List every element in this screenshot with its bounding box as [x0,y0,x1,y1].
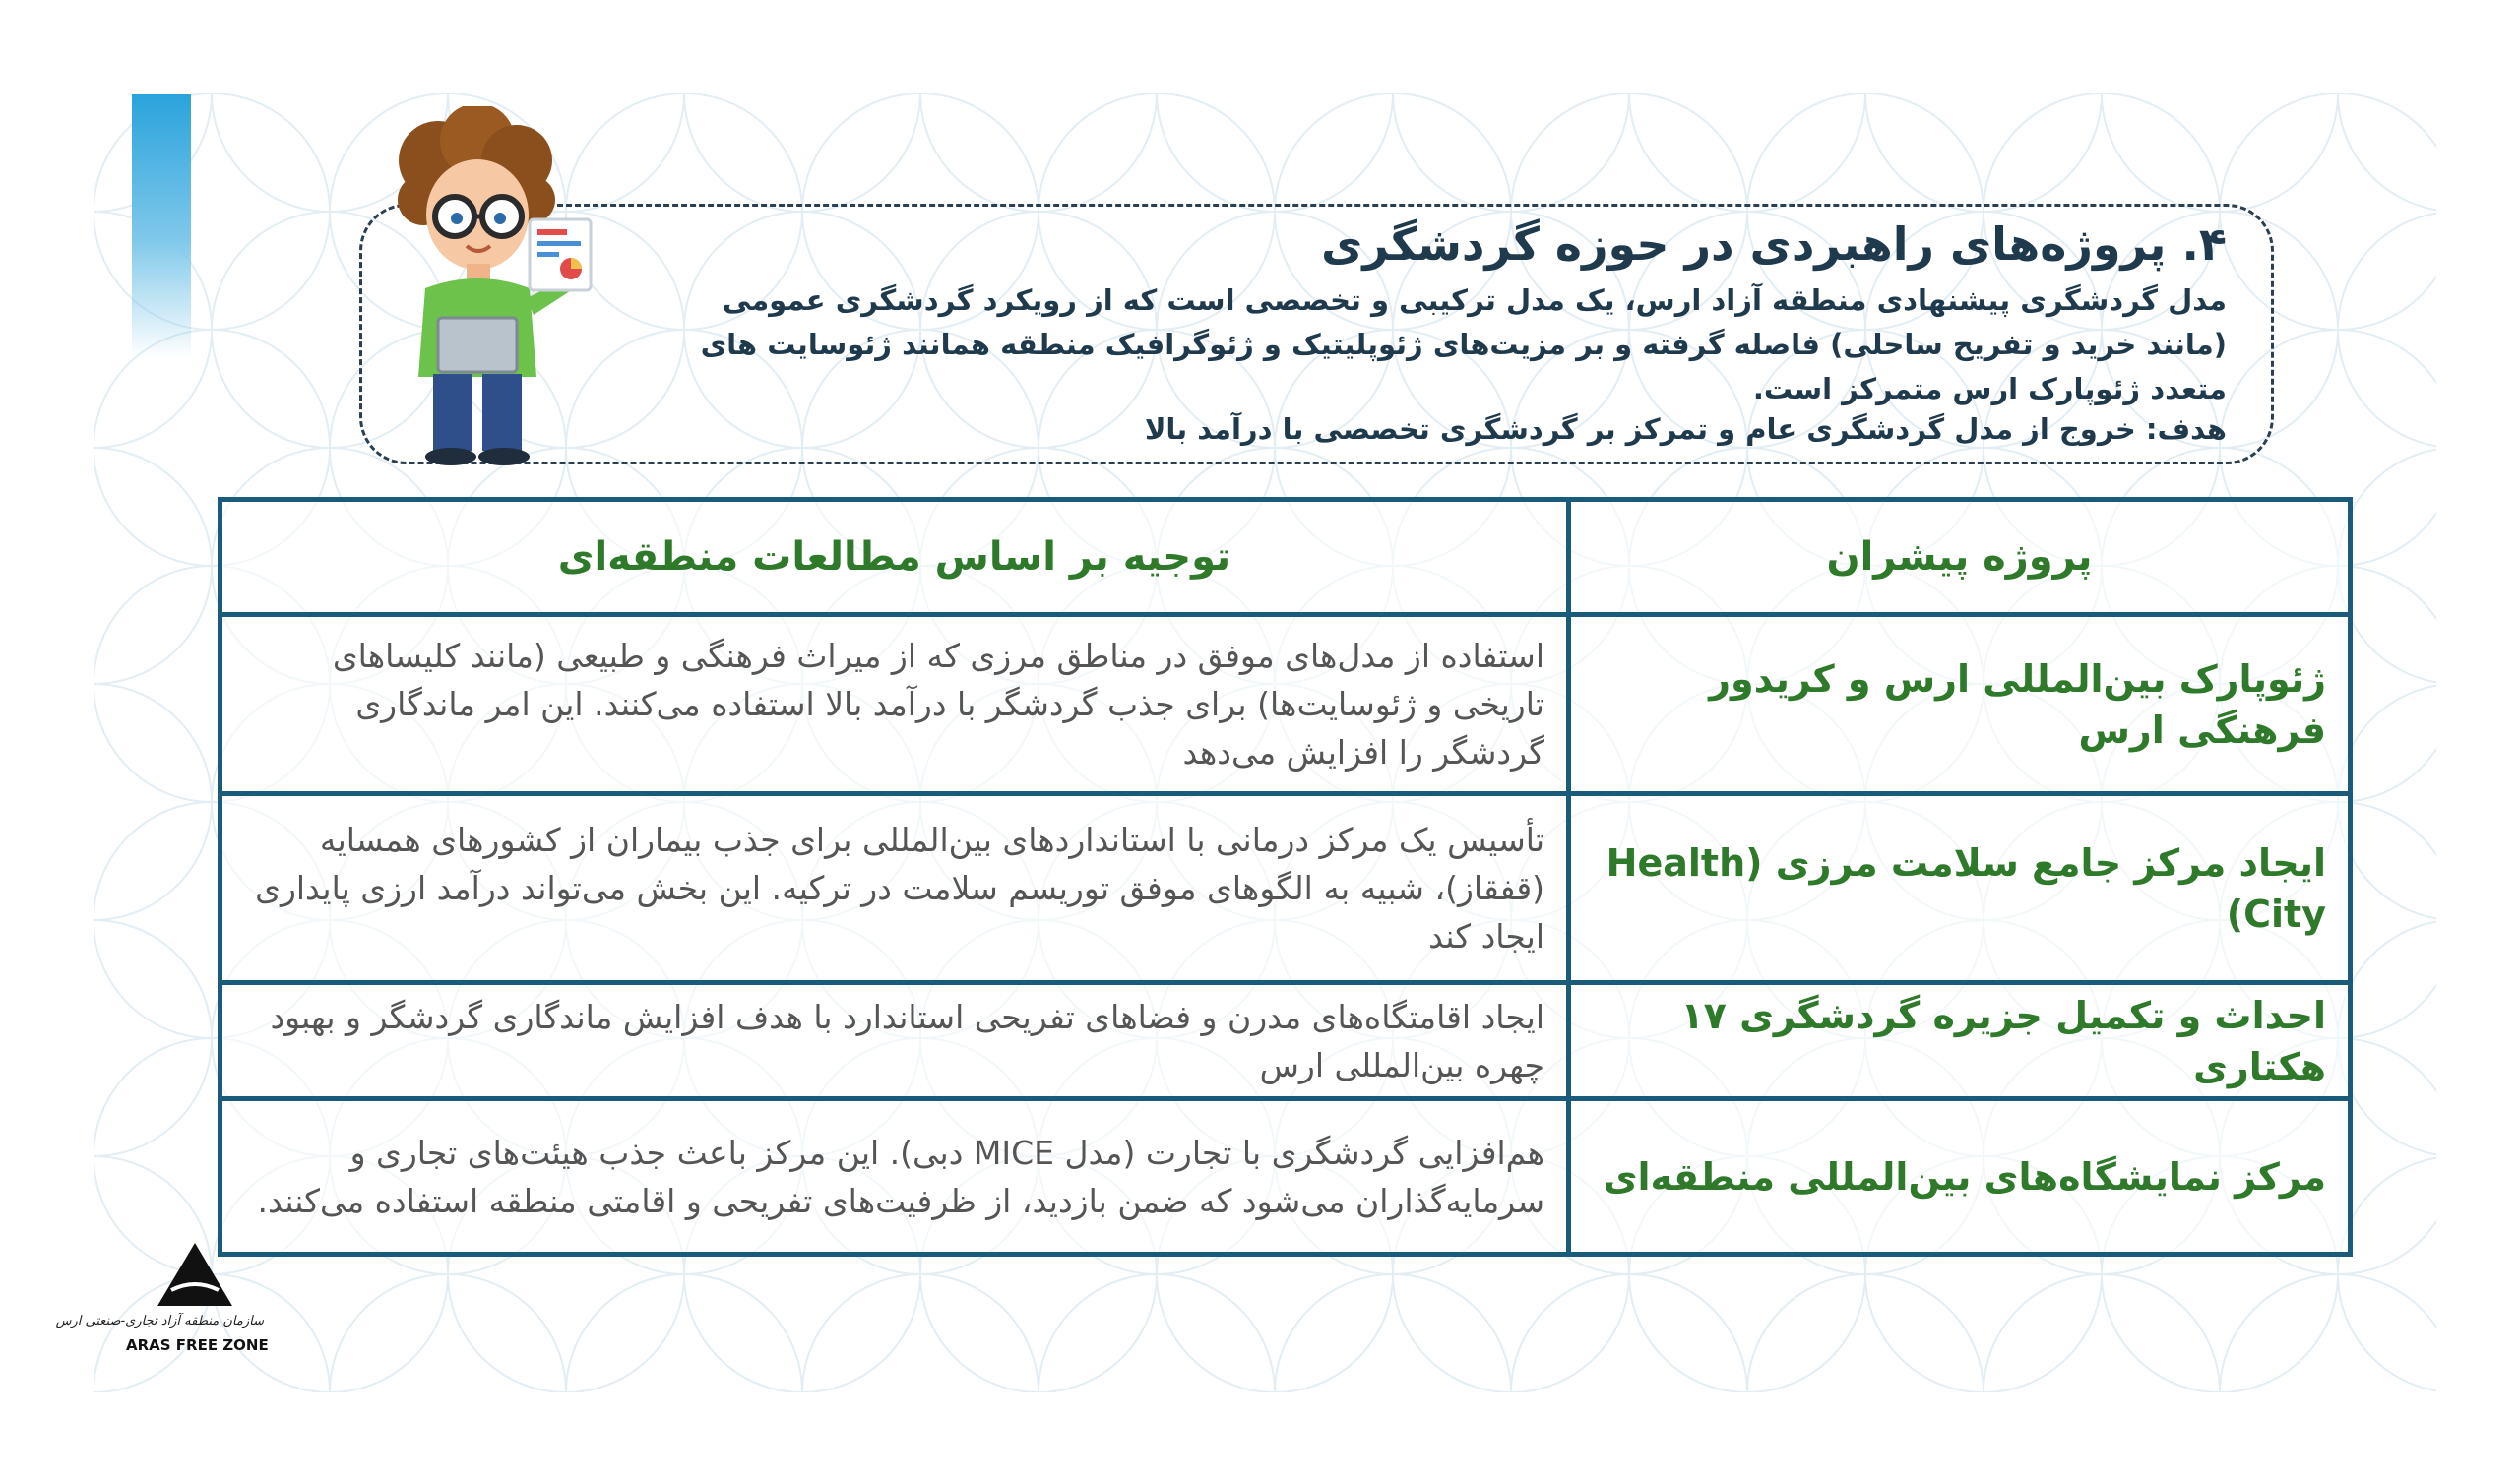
header-project: پروژه پیشران [1569,500,2351,615]
logo-name-en: ARAS FREE ZONE [126,1336,269,1354]
project-justification: ایجاد اقامتگاه‌های مدرن و فضاهای تفریحی استاندارد با هدف افزایش ماندگاری گردشگر و بهبود چهره بین‌المللی ارس [220,983,1569,1099]
table-header-row [220,500,2351,615]
chart-board-icon [530,219,591,290]
intro-goal: هدف: خروج از مدل گردشگری عام و تمرکز بر گردشگری تخصصی با درآمد بالا [1144,412,2227,446]
accent-bar [132,94,191,358]
project-name: احداث و تکمیل جزیره گردشگری ۱۷ هکتاری [1569,983,2351,1099]
header-justification: توجیه بر اساس مطالعات منطقه‌ای [220,500,1569,615]
table-row [220,615,2351,794]
projects-table [218,497,2353,1257]
character-illustration [364,106,600,470]
table-row [220,983,2351,1099]
logo-name-fa: سازمان منطقه آزاد تجاری-صنعتی ارس [55,1314,264,1328]
project-justification: تأسیس یک مرکز درمانی با استانداردهای بین‌المللی برای جذب بیماران از کشورهای همسایه (قفقاز)، شبیه به الگوهای موفق توریسم سلامت در ترکیه. این بخش می‌تواند درآمد ارزی پایداری ایجاد کند [220,794,1569,983]
table-row [220,1099,2351,1255]
section-title: ۴. پروژه‌های راهبردی در حوزه گردشگری [1321,217,2227,271]
mountain-logo-icon [126,1235,264,1314]
table-row [220,794,2351,983]
intro-description: مدل گردشگری پیشنهادی منطقه آزاد ارس، یک مدل ترکیبی و تخصصی است که از رویکرد گردشگری عمومی (مانند خرید و تفریح ساحلی) فاصله گرفته و بر مزیت‌های ژئوپلیتیک و ژئوگرافیک منطقه همانند ژئوسایت های متعدد ژئوپارک ارس متمرکز است. [700,283,2227,405]
project-justification: استفاده از مدل‌های موفق در مناطق مرزی که از میراث فرهنگی و طبیعی (مانند کلیساهای تاریخی و ژئوسایت‌ها) برای جذب گردشگر با درآمد بالا استفاده می‌کنند. این امر ماندگاری گردشگر را افزایش می‌دهد [220,615,1569,794]
project-name: ایجاد مرکز جامع سلامت مرزی (Health City) [1569,794,2351,983]
project-name: مرکز نمایشگاه‌های بین‌المللی منطقه‌ای [1569,1099,2351,1255]
aras-logo [55,1235,269,1363]
project-name: ژئوپارک بین‌المللی ارس و کریدور فرهنگی ارس [1569,615,2351,794]
project-justification: هم‌افزایی گردشگری با تجارت (مدل MICE دبی). این مرکز باعث جذب هیئت‌های تجاری و سرمایه‌گذاران می‌شود که ضمن بازدید، از ظرفیت‌های تفریحی و اقامتی منطقه استفاده می‌کنند. [220,1099,1569,1255]
